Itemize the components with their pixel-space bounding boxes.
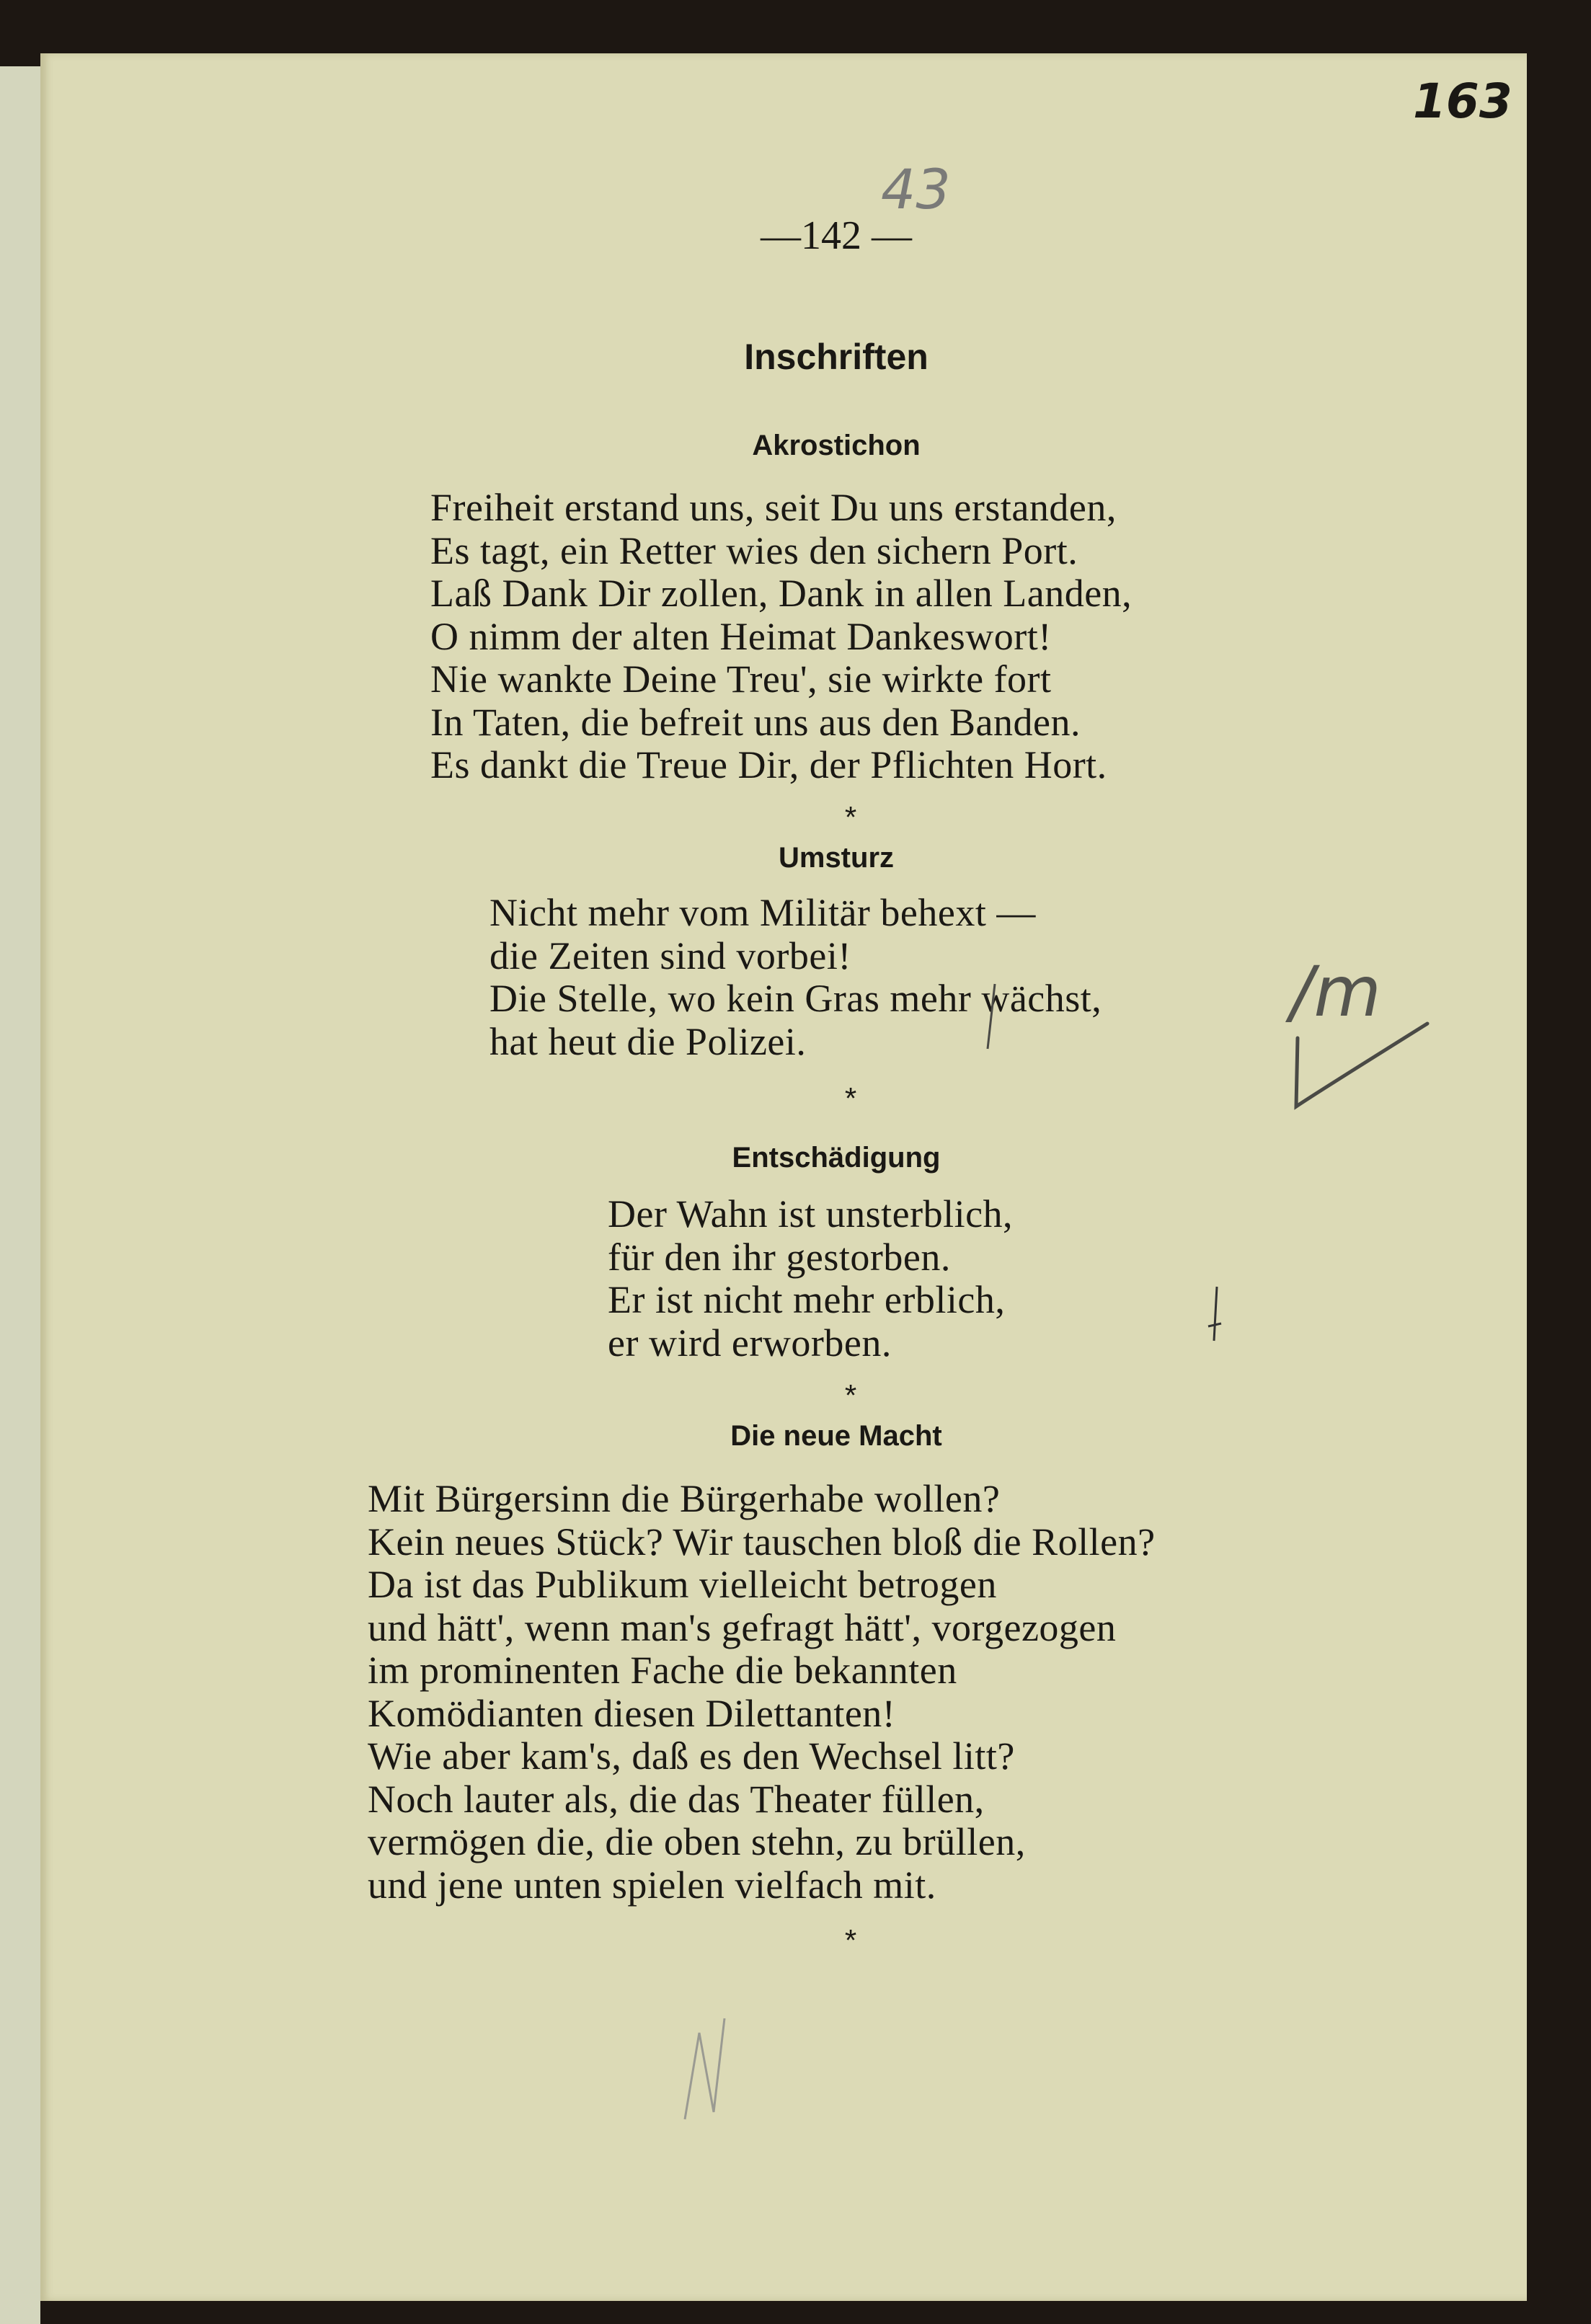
- poem-line: Mit Bürgersinn die Bürgerhabe wollen?: [368, 1477, 1001, 1520]
- poem-line: und hätt', wenn man's gefragt hätt', vorgezogen: [368, 1605, 1117, 1649]
- handwritten-margin-note: /m: [1290, 952, 1381, 1032]
- poem-line: im prominenten Fache die bekannten: [368, 1649, 957, 1692]
- poem-line: Der Wahn ist unsterblich,: [608, 1192, 1014, 1236]
- separator-asterisk: *: [844, 800, 857, 834]
- handwritten-page-number: 43: [881, 157, 951, 221]
- poem-line: Noch lauter als, die das Theater füllen,: [368, 1777, 985, 1821]
- poem-line: und jene unten spielen vielfach mit.: [368, 1863, 936, 1907]
- poem-line: O nimm der alten Heimat Dankeswort!: [430, 614, 1052, 658]
- book-page: [40, 53, 1527, 2301]
- pencil-cross-icon: [1204, 1283, 1226, 1348]
- poem-entschaedigung: [608, 1193, 1013, 1365]
- poem-line: Nie wankte Deine Treu', sie wirkte fort: [430, 657, 1052, 701]
- page-title: Inschriften: [744, 337, 929, 377]
- poem-line: er wird erworben.: [608, 1321, 892, 1365]
- poem-line: die Zeiten sind vorbei!: [489, 933, 851, 977]
- poem-heading: Entschädigung: [732, 1142, 941, 1174]
- separator-asterisk: *: [844, 1081, 857, 1115]
- pencil-letter-mark-icon: [678, 2011, 735, 2126]
- poem-line: Kein neues Stück? Wir tauschen bloß die Rollen?: [368, 1520, 1156, 1564]
- poem-line: Die Stelle, wo kein Gras mehr wächst,: [489, 977, 1102, 1020]
- poem-line: In Taten, die befreit uns aus den Banden.: [430, 700, 1081, 744]
- poem-heading: Akrostichon: [752, 430, 921, 461]
- separator-asterisk: *: [844, 1923, 857, 1957]
- poem-line: Er ist nicht mehr erblich,: [608, 1278, 1006, 1321]
- poem-line: Es tagt, ein Retter wies den sichern Port.: [430, 528, 1078, 572]
- poem-die-neue-macht: [368, 1478, 1156, 1907]
- poem-line: Nicht mehr vom Militär behext —: [489, 891, 1036, 934]
- checkmark-icon: [1283, 1016, 1442, 1125]
- previous-page-edge: [0, 66, 40, 2324]
- poem-line: hat heut die Polizei.: [489, 1019, 807, 1063]
- printed-page-number: —142 —: [761, 213, 912, 258]
- poem-line: Komödianten diesen Dilettanten!: [368, 1691, 896, 1735]
- poem-line: Es dankt die Treue Dir, der Pflichten Hort.: [430, 743, 1107, 786]
- poem-line: Da ist das Publikum vielleicht betrogen: [368, 1563, 997, 1606]
- pencil-stroke-icon: [980, 980, 1009, 1052]
- handwritten-folio-number: 163: [1413, 74, 1512, 129]
- separator-asterisk: *: [844, 1378, 857, 1412]
- poem-line: für den ihr gestorben.: [608, 1235, 951, 1279]
- poem-line: Laß Dank Dir zollen, Dank in allen Landen,: [430, 572, 1133, 615]
- poem-umsturz: [489, 892, 1102, 1063]
- poem-line: vermögen die, die oben stehn, zu brüllen,: [368, 1820, 1026, 1863]
- poem-heading: Umsturz: [778, 842, 895, 874]
- poem-line: Freiheit erstand uns, seit Du uns erstanden,: [430, 486, 1117, 529]
- poem-line: Wie aber kam's, daß es den Wechsel litt?: [368, 1734, 1015, 1778]
- poem-heading: Die neue Macht: [730, 1420, 942, 1452]
- poem-akrostichon: [430, 487, 1132, 787]
